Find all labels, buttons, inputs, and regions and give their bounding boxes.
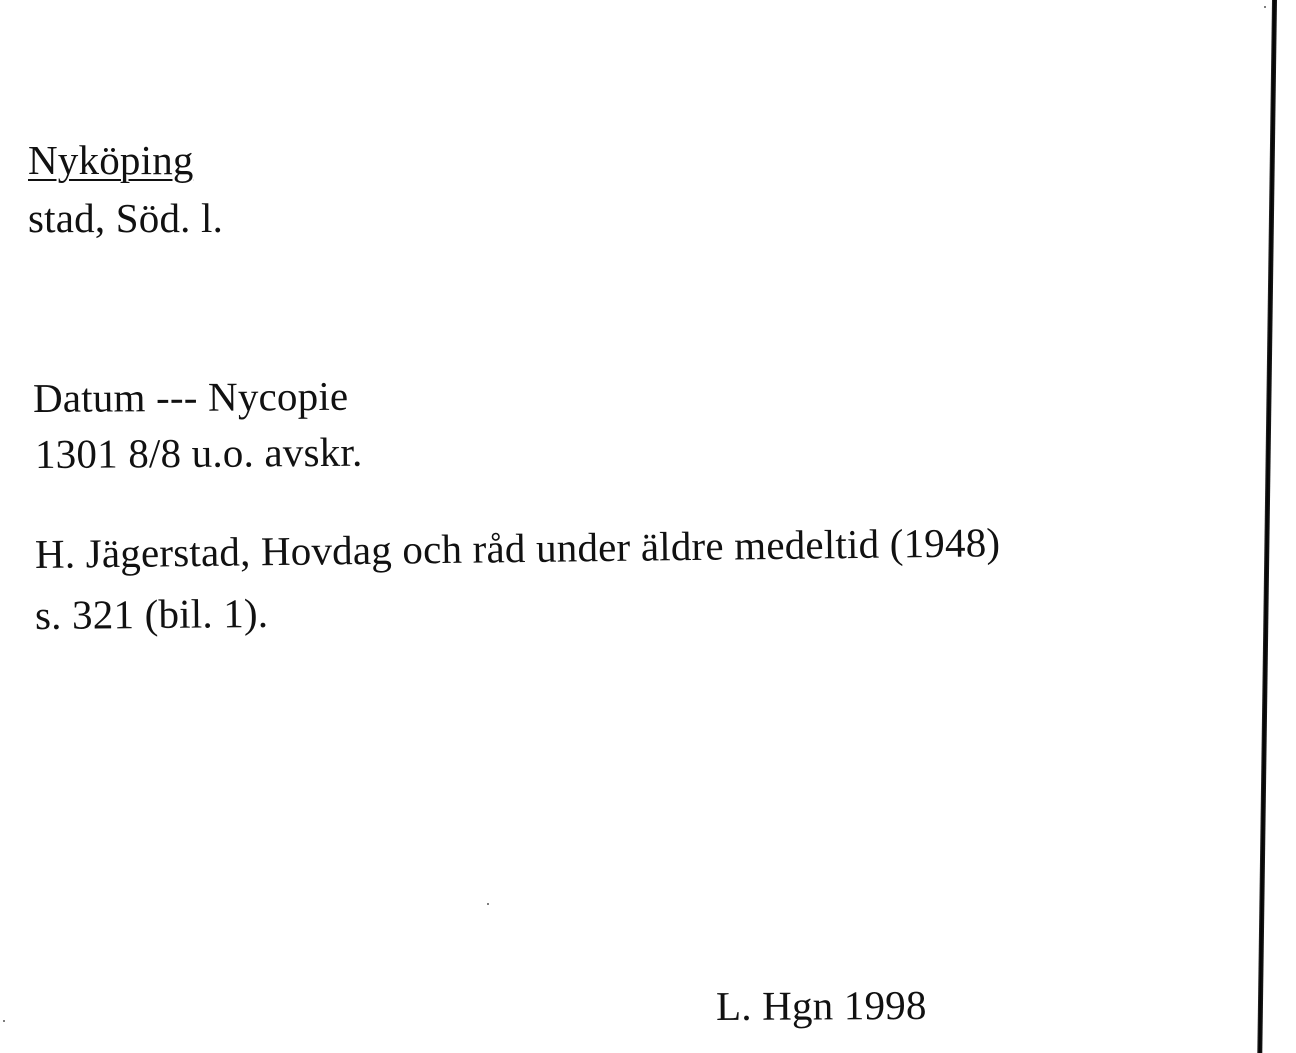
place-description: stad, Söd. l. bbox=[28, 195, 224, 241]
scan-speck bbox=[1264, 6, 1266, 8]
place-name-heading: Nyköping bbox=[28, 137, 194, 183]
datum-line: Datum --- Nycopie bbox=[32, 372, 349, 421]
date-line: 1301 8/8 u.o. avskr. bbox=[34, 428, 363, 477]
signature-line: L. Hgn 1998 bbox=[715, 981, 927, 1029]
scan-speck bbox=[3, 1020, 5, 1022]
reference-line-2: s. 321 (bil. 1). bbox=[34, 589, 269, 638]
scan-edge-border bbox=[1257, 0, 1277, 1053]
scan-speck bbox=[487, 903, 489, 905]
reference-line-1: H. Jägerstad, Hovdag och råd under äldre medeltid (1948) bbox=[34, 519, 1001, 577]
